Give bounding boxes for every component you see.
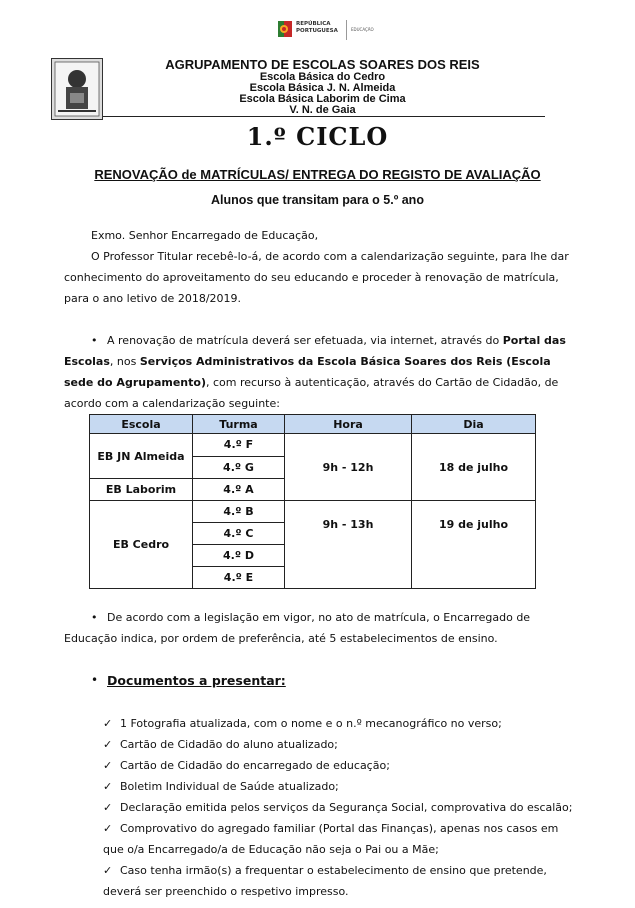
dia-cell: 18 de julho (412, 434, 536, 501)
gov-line2: PORTUGUESA (296, 28, 338, 34)
table-row (90, 434, 536, 457)
bullet2-marker: • (91, 611, 98, 624)
turma-cell: 4.º F (193, 434, 285, 457)
school-cell: EB Cedro (90, 501, 193, 589)
turma-cell: 4.º G (193, 456, 285, 479)
bullet1-line4: acordo com a calendarização seguinte: (64, 397, 280, 410)
table-header-row (90, 415, 536, 434)
bullet1-line2: Escolas, nos Serviços Administrativos da Escola Básica Soares dos Reis (Escola (64, 355, 551, 368)
school-cell: EB JN Almeida (90, 434, 193, 479)
bullet1-marker: • (91, 334, 98, 347)
check-icon: ✓ (103, 738, 113, 751)
gov-separator (346, 20, 347, 40)
gov-line1: REPÚBLICA (296, 21, 331, 27)
city: V. N. de Gaia (289, 104, 356, 116)
intro-line3: para o ano letivo de 2018/2019. (64, 292, 242, 305)
republica-emblem-icon (278, 21, 292, 37)
check-icon: ✓ (103, 864, 113, 877)
documentos-marker: • (91, 673, 99, 687)
agrupamento-title: AGRUPAMENTO DE ESCOLAS SOARES DOS REIS (165, 57, 480, 72)
turma-cell: 4.º D (193, 545, 285, 567)
check-item: ✓ Declaração emitida pelos serviços da Segurança Social, comprovativa do escalão; (103, 797, 572, 818)
bullet1-line1: A renovação de matrícula deverá ser efetuada, via internet, através do Portal das (107, 334, 566, 347)
check-icon: ✓ (103, 822, 113, 835)
check-icon: ✓ (103, 801, 113, 814)
check-item: ✓ 1 Fotografia atualizada, com o nome e o n.º mecanográfico no verso; (103, 713, 502, 734)
check-item: ✓ Cartão de Cidadão do aluno atualizado; (103, 734, 338, 755)
school-cedro: Escola Básica do Cedro (259, 71, 386, 83)
turma-cell: 4.º A (193, 479, 285, 501)
check-item: ✓ Comprovativo do agregado familiar (Portal das Finanças), apenas nos casos em (103, 818, 558, 839)
check-item: ✓ Cartão de Cidadão do encarregado de educação; (103, 755, 390, 776)
dia-cell: 19 de julho (412, 501, 536, 589)
hora-cell: 9h - 13h (285, 501, 412, 589)
turma-cell: 4.º C (193, 523, 285, 545)
bullet1-line3: sede do Agrupamento), com recurso à autenticação, através do Cartão de Cidadão, de (64, 376, 559, 389)
header-hora: Hora (285, 415, 412, 434)
hora-cell: 9h - 12h (285, 434, 412, 501)
check-icon: ✓ (103, 780, 113, 793)
turma-cell: 4.º E (193, 567, 285, 589)
greeting: Exmo. Senhor Encarregado de Educação, (91, 229, 319, 242)
check-item: ✓ Boletim Individual de Saúde atualizado; (103, 776, 339, 797)
table-row (90, 501, 536, 523)
alunos-subheading: Alunos que transitam para o 5.º ano (211, 193, 424, 207)
check-icon: ✓ (103, 717, 113, 730)
school-cell: EB Laborim (90, 479, 193, 501)
renovacao-heading: RENOVAÇÃO de MATRÍCULAS/ ENTREGA DO REGISTO DE AVALIAÇÃO (94, 167, 541, 182)
intro-line1: O Professor Titular recebê-lo-á, de acordo com a calendarização seguinte, para lhe dar (91, 250, 569, 263)
gov-education-label: EDUCAÇÃO (351, 27, 374, 32)
header-divider (103, 116, 545, 117)
bullet2-line2: Educação indica, por ordem de preferência, até 5 estabelecimentos de ensino. (64, 632, 498, 645)
republica-portuguesa-logo (278, 18, 388, 44)
check-item: ✓ Caso tenha irmão(s) a frequentar o estabelecimento de ensino que pretende, (103, 860, 547, 881)
ciclo-heading: 1.º CICLO (246, 122, 389, 151)
check-item-continuation: que o/a Encarregado/a de Educação não seja o Pai ou a Mãe; (103, 843, 439, 856)
school-laborim: Escola Básica Laborim de Cima (239, 93, 406, 105)
intro-line2: conhecimento do aproveitamento do seu educando e proceder à renovação de matrícula, (64, 271, 559, 284)
school-logo-image (51, 58, 103, 120)
bullet2-line1: De acordo com a legislação em vigor, no ato de matrícula, o Encarregado de (107, 611, 531, 624)
turma-cell: 4.º B (193, 501, 285, 523)
check-icon: ✓ (103, 759, 113, 772)
header-turma: Turma (193, 415, 285, 434)
check-item-continuation: deverá ser preenchido o respetivo impresso. (103, 885, 349, 898)
documentos-heading: Documentos a presentar: (107, 673, 286, 688)
school-jn-almeida: Escola Básica J. N. Almeida (249, 82, 396, 94)
calendar-table (89, 414, 536, 589)
header-escola: Escola (90, 415, 193, 434)
header-dia: Dia (412, 415, 536, 434)
